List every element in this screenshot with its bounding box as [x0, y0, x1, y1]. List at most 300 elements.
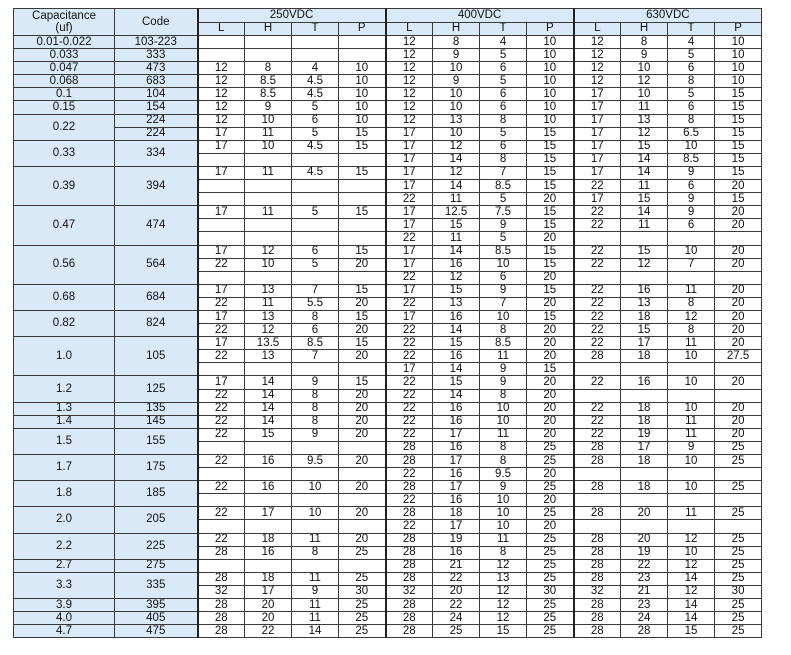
table-row	[14, 36, 762, 49]
header-capacitance-unit: (uf)	[55, 22, 73, 34]
cell-250vdc-h: 20	[245, 599, 292, 612]
cell-400vdc-t: 7	[480, 166, 527, 179]
cell-400vdc-l: 22	[386, 520, 433, 533]
code-cell: 405	[115, 612, 198, 625]
cell-400vdc-p: 20	[527, 520, 574, 533]
capacitance-cell: 2.0	[14, 507, 115, 533]
cell-630vdc-l: 22	[574, 415, 621, 428]
cell-630vdc-p: 15	[715, 166, 762, 179]
cell-250vdc-h: 16	[245, 546, 292, 559]
header-400vdc-p: P	[527, 22, 574, 36]
cell-400vdc-t: 12	[480, 599, 527, 612]
cell-400vdc-l: 28	[386, 546, 433, 559]
header-250vdc-t: T	[292, 22, 339, 36]
cell-630vdc-h: 20	[621, 507, 668, 520]
cell-400vdc-h: 11	[433, 193, 480, 206]
cell-400vdc-p: 25	[527, 559, 574, 572]
table-row	[14, 140, 762, 153]
cell-630vdc-t: 11	[668, 337, 715, 350]
cell-630vdc-p: 15	[715, 153, 762, 166]
cell-250vdc-t: 9	[292, 585, 339, 598]
cell-630vdc-t: 10	[668, 350, 715, 363]
cell-400vdc-t: 6	[480, 62, 527, 75]
cell-400vdc-t: 11	[480, 350, 527, 363]
cell-630vdc-t: 8.5	[668, 153, 715, 166]
cell-630vdc-p: 20	[715, 258, 762, 271]
cell-400vdc-p: 20	[527, 350, 574, 363]
header-400vdc: 400VDC	[386, 9, 574, 23]
cell-630vdc-p: 25	[715, 559, 762, 572]
table-row	[14, 75, 762, 88]
cell-630vdc-p: 20	[715, 376, 762, 389]
cell-400vdc-t: 5	[480, 193, 527, 206]
code-cell: 175	[115, 455, 198, 481]
table-header	[14, 9, 762, 36]
cell-630vdc-t: 6	[668, 219, 715, 232]
cell-400vdc-t: 6	[480, 271, 527, 284]
cell-630vdc-l: 22	[574, 337, 621, 350]
capacitance-cell: 1.4	[14, 415, 115, 428]
cell-630vdc-l: 22	[574, 284, 621, 297]
cell-630vdc-p: 15	[715, 193, 762, 206]
cell-250vdc-p: 20	[339, 481, 386, 494]
cell-250vdc-h: 15	[245, 428, 292, 441]
cell-250vdc-l: 12	[198, 62, 245, 75]
cell-400vdc-l: 22	[386, 193, 433, 206]
cell-400vdc-l: 17	[386, 219, 433, 232]
table-row	[14, 127, 762, 140]
cell-400vdc-h: 15	[433, 219, 480, 232]
cell-250vdc-l: 22	[198, 507, 245, 520]
code-cell: 394	[115, 166, 198, 205]
cell-400vdc-h: 14	[433, 180, 480, 193]
cell-400vdc-h: 10	[433, 62, 480, 75]
cell-250vdc-p	[339, 520, 386, 533]
cell-400vdc-p: 15	[527, 180, 574, 193]
cell-400vdc-p: 20	[527, 271, 574, 284]
header-400vdc-l: L	[386, 22, 433, 36]
cell-630vdc-p: 20	[715, 310, 762, 323]
cell-250vdc-l	[198, 494, 245, 507]
code-cell: 103-223	[115, 36, 198, 49]
cell-630vdc-l: 17	[574, 127, 621, 140]
capacitor-dimension-table	[13, 8, 762, 638]
cell-400vdc-t: 11	[480, 428, 527, 441]
cell-250vdc-h: 22	[245, 625, 292, 638]
capacitance-cell: 1.5	[14, 428, 115, 454]
cell-250vdc-p: 20	[339, 533, 386, 546]
cell-400vdc-l: 28	[386, 572, 433, 585]
cell-250vdc-t	[292, 193, 339, 206]
table-row	[14, 114, 762, 127]
cell-400vdc-l: 28	[386, 455, 433, 468]
cell-250vdc-l: 22	[198, 297, 245, 310]
cell-400vdc-p: 20	[527, 468, 574, 481]
cell-400vdc-l: 12	[386, 114, 433, 127]
cell-630vdc-l: 17	[574, 88, 621, 101]
cell-250vdc-p: 30	[339, 585, 386, 598]
capacitance-cell: 2.2	[14, 533, 115, 559]
cell-630vdc-h: 28	[621, 625, 668, 638]
table-row	[14, 428, 762, 441]
cell-250vdc-t	[292, 36, 339, 49]
table-row	[14, 572, 762, 585]
cell-250vdc-p: 15	[339, 140, 386, 153]
cell-630vdc-l	[574, 468, 621, 481]
cell-250vdc-p: 15	[339, 376, 386, 389]
cell-400vdc-l: 28	[386, 481, 433, 494]
cell-400vdc-h: 16	[433, 350, 480, 363]
cell-250vdc-l: 17	[198, 310, 245, 323]
cell-630vdc-l: 28	[574, 599, 621, 612]
code-cell: 224	[115, 114, 198, 127]
cell-250vdc-l: 22	[198, 324, 245, 337]
cell-250vdc-l: 17	[198, 206, 245, 219]
cell-630vdc-t: 14	[668, 612, 715, 625]
cell-630vdc-l	[574, 363, 621, 376]
cell-250vdc-t: 4.5	[292, 166, 339, 179]
cell-250vdc-l	[198, 271, 245, 284]
cell-400vdc-h: 16	[433, 546, 480, 559]
cell-250vdc-h: 13.5	[245, 337, 292, 350]
cell-400vdc-l: 28	[386, 507, 433, 520]
cell-400vdc-h: 19	[433, 533, 480, 546]
cell-630vdc-l: 32	[574, 585, 621, 598]
cell-250vdc-l: 12	[198, 75, 245, 88]
cell-250vdc-t	[292, 49, 339, 62]
cell-400vdc-l: 12	[386, 75, 433, 88]
cell-250vdc-p: 20	[339, 507, 386, 520]
cell-400vdc-p: 25	[527, 507, 574, 520]
cell-250vdc-p: 25	[339, 612, 386, 625]
cell-630vdc-p	[715, 468, 762, 481]
cell-630vdc-l: 17	[574, 114, 621, 127]
cell-400vdc-t: 4	[480, 36, 527, 49]
cell-250vdc-t: 5	[292, 258, 339, 271]
cell-250vdc-p: 20	[339, 402, 386, 415]
cell-400vdc-p: 25	[527, 441, 574, 454]
cell-400vdc-t: 7	[480, 297, 527, 310]
cell-400vdc-h: 14	[433, 363, 480, 376]
cell-400vdc-t: 13	[480, 572, 527, 585]
cell-630vdc-p: 25	[715, 481, 762, 494]
cell-250vdc-l: 22	[198, 415, 245, 428]
cell-630vdc-t	[668, 494, 715, 507]
cell-630vdc-h: 16	[621, 376, 668, 389]
cell-250vdc-h	[245, 559, 292, 572]
cell-400vdc-t: 8	[480, 389, 527, 402]
cell-630vdc-h: 19	[621, 546, 668, 559]
cell-400vdc-p: 10	[527, 114, 574, 127]
cell-400vdc-l: 12	[386, 101, 433, 114]
cell-250vdc-h: 11	[245, 297, 292, 310]
cell-250vdc-t	[292, 232, 339, 245]
cell-400vdc-p: 10	[527, 101, 574, 114]
cell-630vdc-l	[574, 494, 621, 507]
cell-250vdc-h: 8	[245, 62, 292, 75]
cell-400vdc-p: 20	[527, 402, 574, 415]
capacitance-cell: 0.22	[14, 114, 115, 140]
cell-400vdc-l: 22	[386, 337, 433, 350]
cell-630vdc-l: 22	[574, 310, 621, 323]
cell-630vdc-p: 25	[715, 572, 762, 585]
cell-250vdc-t: 7	[292, 350, 339, 363]
table-row	[14, 310, 762, 323]
cell-630vdc-p: 25	[715, 599, 762, 612]
cell-630vdc-p: 20	[715, 245, 762, 258]
cell-400vdc-t: 6	[480, 88, 527, 101]
cell-400vdc-t: 6	[480, 140, 527, 153]
code-cell: 275	[115, 559, 198, 572]
cell-630vdc-t: 9	[668, 206, 715, 219]
cell-400vdc-p: 15	[527, 258, 574, 271]
cell-250vdc-l	[198, 36, 245, 49]
code-cell: 683	[115, 75, 198, 88]
cell-400vdc-t: 9	[480, 376, 527, 389]
capacitance-cell: 0.56	[14, 245, 115, 284]
cell-400vdc-h: 24	[433, 612, 480, 625]
cell-400vdc-l: 22	[386, 271, 433, 284]
cell-630vdc-p: 20	[715, 428, 762, 441]
cell-630vdc-p: 25	[715, 533, 762, 546]
cell-250vdc-p: 20	[339, 428, 386, 441]
cell-400vdc-h: 10	[433, 88, 480, 101]
cell-400vdc-p: 20	[527, 376, 574, 389]
code-cell: 185	[115, 481, 198, 507]
cell-630vdc-t	[668, 468, 715, 481]
cell-250vdc-p: 25	[339, 572, 386, 585]
capacitance-cell: 0.33	[14, 140, 115, 166]
cell-250vdc-l: 28	[198, 546, 245, 559]
cell-250vdc-h: 13	[245, 284, 292, 297]
code-cell: 225	[115, 533, 198, 559]
cell-400vdc-t: 8.5	[480, 245, 527, 258]
cell-630vdc-h: 13	[621, 297, 668, 310]
cell-630vdc-p	[715, 271, 762, 284]
cell-250vdc-l: 22	[198, 481, 245, 494]
cell-630vdc-l: 22	[574, 402, 621, 415]
cell-630vdc-h: 16	[621, 284, 668, 297]
cell-630vdc-t: 10	[668, 140, 715, 153]
cell-250vdc-l: 22	[198, 258, 245, 271]
cell-400vdc-p: 20	[527, 494, 574, 507]
cell-630vdc-t: 15	[668, 625, 715, 638]
cell-630vdc-p: 20	[715, 337, 762, 350]
table-body	[14, 36, 762, 638]
cell-630vdc-h: 15	[621, 324, 668, 337]
cell-630vdc-l: 17	[574, 101, 621, 114]
code-cell: 154	[115, 101, 198, 114]
cell-400vdc-h: 18	[433, 507, 480, 520]
capacitance-cell: 0.82	[14, 310, 115, 336]
cell-400vdc-l: 28	[386, 559, 433, 572]
code-cell: 104	[115, 88, 198, 101]
cell-630vdc-l: 28	[574, 507, 621, 520]
capacitance-cell: 0.047	[14, 62, 115, 75]
cell-400vdc-l: 22	[386, 402, 433, 415]
cell-250vdc-p: 10	[339, 62, 386, 75]
cell-250vdc-l	[198, 559, 245, 572]
cell-250vdc-p	[339, 36, 386, 49]
header-630vdc-p: P	[715, 22, 762, 36]
cell-400vdc-h: 15	[433, 376, 480, 389]
cell-400vdc-h: 14	[433, 245, 480, 258]
cell-250vdc-p	[339, 363, 386, 376]
cell-400vdc-h: 17	[433, 520, 480, 533]
cell-400vdc-p: 20	[527, 428, 574, 441]
cell-630vdc-l: 22	[574, 258, 621, 271]
table-row	[14, 88, 762, 101]
cell-400vdc-p: 15	[527, 363, 574, 376]
table-row	[14, 481, 762, 494]
cell-630vdc-p: 15	[715, 127, 762, 140]
capacitance-cell: 1.7	[14, 455, 115, 481]
table-row	[14, 166, 762, 179]
cell-630vdc-t: 8	[668, 75, 715, 88]
capacitance-cell: 0.033	[14, 49, 115, 62]
cell-250vdc-h	[245, 219, 292, 232]
cell-630vdc-t: 10	[668, 481, 715, 494]
cell-400vdc-h: 25	[433, 625, 480, 638]
cell-630vdc-p	[715, 494, 762, 507]
cell-400vdc-t: 8	[480, 546, 527, 559]
cell-400vdc-l: 17	[386, 258, 433, 271]
cell-400vdc-l: 12	[386, 36, 433, 49]
cell-400vdc-l: 22	[386, 494, 433, 507]
cell-400vdc-t: 5	[480, 75, 527, 88]
cell-400vdc-p: 20	[527, 389, 574, 402]
cell-250vdc-p: 10	[339, 101, 386, 114]
capacitance-cell: 1.3	[14, 402, 115, 415]
table-row	[14, 376, 762, 389]
capacitance-cell: 3.3	[14, 572, 115, 598]
header-capacitance	[14, 9, 115, 36]
cell-250vdc-l: 28	[198, 599, 245, 612]
cell-400vdc-l: 28	[386, 612, 433, 625]
cell-630vdc-h: 17	[621, 337, 668, 350]
cell-250vdc-h: 8.5	[245, 75, 292, 88]
cell-250vdc-t: 8	[292, 546, 339, 559]
cell-630vdc-l: 28	[574, 350, 621, 363]
cell-630vdc-h: 21	[621, 585, 668, 598]
cell-400vdc-h: 16	[433, 402, 480, 415]
cell-400vdc-t: 5	[480, 232, 527, 245]
header-400vdc-t: T	[480, 22, 527, 36]
code-cell: 334	[115, 140, 198, 166]
cell-630vdc-p: 10	[715, 62, 762, 75]
cell-400vdc-l: 17	[386, 310, 433, 323]
cell-630vdc-t: 11	[668, 428, 715, 441]
cell-630vdc-h	[621, 232, 668, 245]
cell-630vdc-t: 10	[668, 546, 715, 559]
cell-250vdc-t: 8	[292, 415, 339, 428]
cell-400vdc-h: 10	[433, 101, 480, 114]
cell-400vdc-p: 15	[527, 284, 574, 297]
cell-630vdc-t	[668, 271, 715, 284]
cell-400vdc-t: 12	[480, 612, 527, 625]
cell-400vdc-h: 13	[433, 114, 480, 127]
cell-630vdc-l: 12	[574, 36, 621, 49]
cell-630vdc-l: 17	[574, 166, 621, 179]
cell-630vdc-h: 15	[621, 140, 668, 153]
cell-400vdc-l: 32	[386, 585, 433, 598]
cell-400vdc-t: 10	[480, 494, 527, 507]
cell-630vdc-p: 25	[715, 612, 762, 625]
table-row	[14, 559, 762, 572]
cell-400vdc-h: 14	[433, 389, 480, 402]
cell-400vdc-l: 17	[386, 363, 433, 376]
capacitance-cell: 0.68	[14, 284, 115, 310]
table-row	[14, 62, 762, 75]
cell-250vdc-t: 9.5	[292, 455, 339, 468]
cell-250vdc-t: 5	[292, 127, 339, 140]
cell-250vdc-h	[245, 232, 292, 245]
cell-250vdc-p	[339, 271, 386, 284]
cell-630vdc-l: 22	[574, 245, 621, 258]
table-row	[14, 507, 762, 520]
cell-250vdc-h: 13	[245, 350, 292, 363]
cell-250vdc-t: 10	[292, 507, 339, 520]
cell-250vdc-p: 15	[339, 166, 386, 179]
header-250vdc-p: P	[339, 22, 386, 36]
cell-400vdc-t: 12	[480, 559, 527, 572]
cell-630vdc-p	[715, 520, 762, 533]
cell-630vdc-h: 14	[621, 206, 668, 219]
cell-400vdc-l: 28	[386, 625, 433, 638]
code-cell: 333	[115, 49, 198, 62]
cell-250vdc-l: 28	[198, 572, 245, 585]
cell-250vdc-h: 17	[245, 585, 292, 598]
cell-400vdc-t: 15	[480, 625, 527, 638]
cell-400vdc-t: 6	[480, 101, 527, 114]
cell-400vdc-t: 8.5	[480, 337, 527, 350]
cell-400vdc-p: 15	[527, 245, 574, 258]
cell-630vdc-p	[715, 389, 762, 402]
cell-400vdc-h: 16	[433, 494, 480, 507]
cell-250vdc-l	[198, 441, 245, 454]
cell-250vdc-t: 8	[292, 310, 339, 323]
cell-250vdc-t	[292, 494, 339, 507]
cell-400vdc-t: 8	[480, 153, 527, 166]
cell-250vdc-t	[292, 520, 339, 533]
cell-250vdc-t: 4.5	[292, 140, 339, 153]
cell-630vdc-h	[621, 468, 668, 481]
cell-400vdc-h: 10	[433, 127, 480, 140]
cell-630vdc-h	[621, 389, 668, 402]
cell-400vdc-l: 28	[386, 599, 433, 612]
cell-400vdc-h: 8	[433, 36, 480, 49]
cell-250vdc-l	[198, 180, 245, 193]
cell-630vdc-p: 25	[715, 455, 762, 468]
cell-400vdc-l: 28	[386, 441, 433, 454]
code-cell: 205	[115, 507, 198, 533]
cell-630vdc-t: 12	[668, 585, 715, 598]
cell-400vdc-h: 16	[433, 258, 480, 271]
cell-250vdc-t: 8	[292, 389, 339, 402]
cell-400vdc-l: 22	[386, 468, 433, 481]
cell-630vdc-h: 19	[621, 428, 668, 441]
cell-250vdc-l: 12	[198, 88, 245, 101]
cell-250vdc-l: 17	[198, 284, 245, 297]
cell-400vdc-h: 14	[433, 153, 480, 166]
cell-630vdc-t: 11	[668, 284, 715, 297]
table-row	[14, 455, 762, 468]
cell-250vdc-l: 22	[198, 455, 245, 468]
cell-250vdc-p	[339, 232, 386, 245]
header-630vdc-l: L	[574, 22, 621, 36]
cell-400vdc-l: 22	[386, 350, 433, 363]
cell-630vdc-p: 20	[715, 206, 762, 219]
